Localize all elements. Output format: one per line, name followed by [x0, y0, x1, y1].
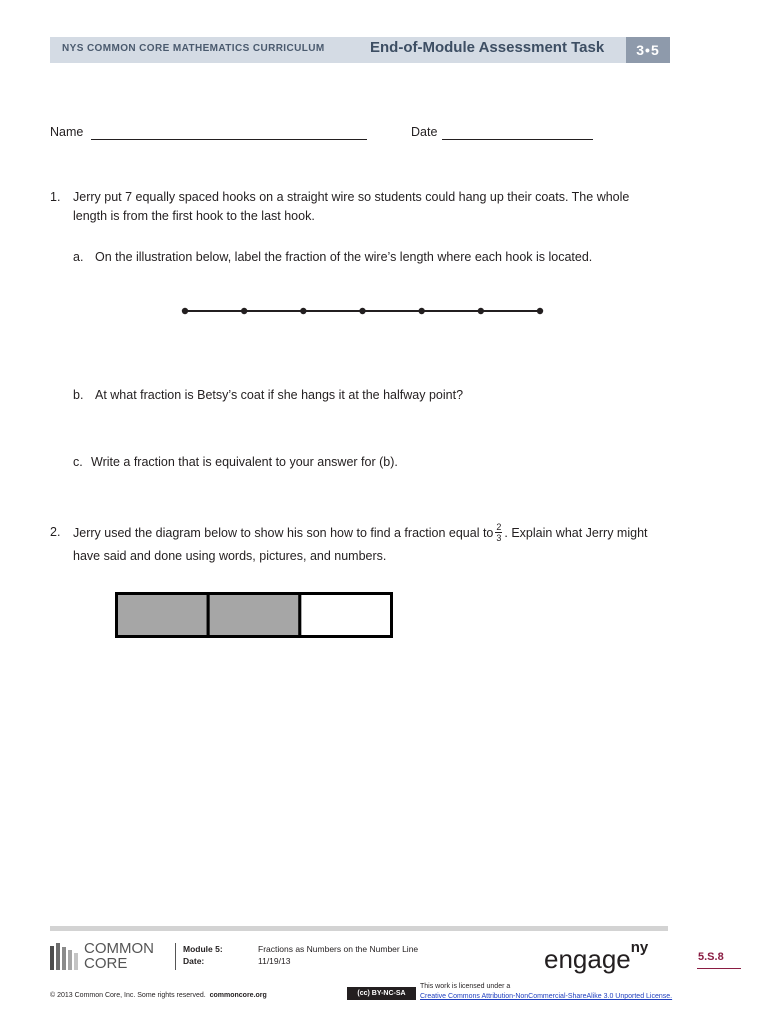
question-1-text-line2: length is from the first hook to the last hook. [73, 209, 315, 223]
question-number-1: 1. [50, 190, 61, 204]
date-footer-label: Date: [183, 956, 205, 966]
hook-point [300, 308, 306, 314]
copyright-main: © 2013 Common Core, Inc. Some rights reserved. [50, 992, 206, 999]
fraction-denominator: 3 [496, 533, 502, 543]
bar-parts-group [117, 594, 392, 637]
part-a-label: a. [73, 250, 84, 264]
page-number-underline [697, 968, 741, 969]
fraction-bar-diagram [115, 592, 394, 640]
shaded-part [208, 594, 300, 637]
part-c-text: Write a fraction that is equivalent to your answer for (b). [91, 455, 398, 469]
part-b-label: b. [73, 388, 84, 402]
date-field[interactable] [442, 139, 593, 140]
part-a-text: On the illustration below, label the fraction of the wire’s length where each hook is located. [95, 250, 593, 264]
date-label: Date [411, 125, 438, 139]
common-core-logo-text [84, 941, 154, 971]
ny-text: ny [630, 939, 649, 957]
page-number: 5.S.8 [698, 951, 724, 963]
footer-divider [175, 943, 176, 970]
logo-line-1: COMMON [84, 940, 154, 957]
part-c-label: c. [73, 455, 83, 469]
name-label: Name [50, 125, 84, 139]
grade-module-badge: 3•5 [626, 37, 670, 63]
engageny-logo [544, 939, 649, 975]
license-link[interactable]: Creative Commons Attribution-NonCommercial-ShareAlike 3.0 Unported License. [420, 993, 673, 1000]
logo-line-2: CORE [84, 955, 128, 972]
question-number-2: 2. [50, 525, 61, 539]
question-1-text-line1: Jerry put 7 equally spaced hooks on a straight wire so students could hang up their coats. The whole [73, 190, 630, 204]
footer-rule [50, 926, 668, 931]
question-2-text-line1 [73, 523, 648, 544]
common-core-logo-icon [50, 943, 80, 970]
hook-point [182, 308, 188, 314]
question-2-text-after: . Explain what Jerry might [504, 525, 648, 540]
copyright-site: commoncore.org [209, 992, 267, 999]
copyright-text [50, 990, 267, 1001]
hook-point [241, 308, 247, 314]
curriculum-label: NYS COMMON CORE MATHEMATICS CURRICULUM [62, 43, 325, 54]
name-field[interactable] [91, 139, 367, 140]
unshaded-part [300, 594, 392, 637]
shaded-part [117, 594, 209, 637]
part-b-text: At what fraction is Betsy’s coat if she hangs it at the halfway point? [95, 388, 464, 402]
hook-point [359, 308, 365, 314]
hook-point [418, 308, 424, 314]
question-2-text-line2: have said and done using words, pictures, and numbers. [73, 549, 387, 563]
engage-text: engage [544, 944, 631, 974]
fraction-two-thirds [495, 522, 502, 543]
date-value: 11/19/13 [258, 956, 291, 966]
fraction-numerator: 2 [496, 522, 502, 532]
hook-point [537, 308, 543, 314]
hook-point [478, 308, 484, 314]
cc-license-badge[interactable]: (cc) BY-NC-SA [347, 987, 416, 1000]
question-2-text-before: Jerry used the diagram below to show his son how to find a fraction equal to [73, 525, 494, 540]
hook-wire-diagram [178, 302, 548, 320]
page-title: End-of-Module Assessment Task [370, 39, 605, 56]
license-line-1: This work is licensed under a [420, 983, 511, 990]
module-label: Module 5: [183, 944, 223, 954]
module-value: Fractions as Numbers on the Number Line [258, 944, 419, 954]
